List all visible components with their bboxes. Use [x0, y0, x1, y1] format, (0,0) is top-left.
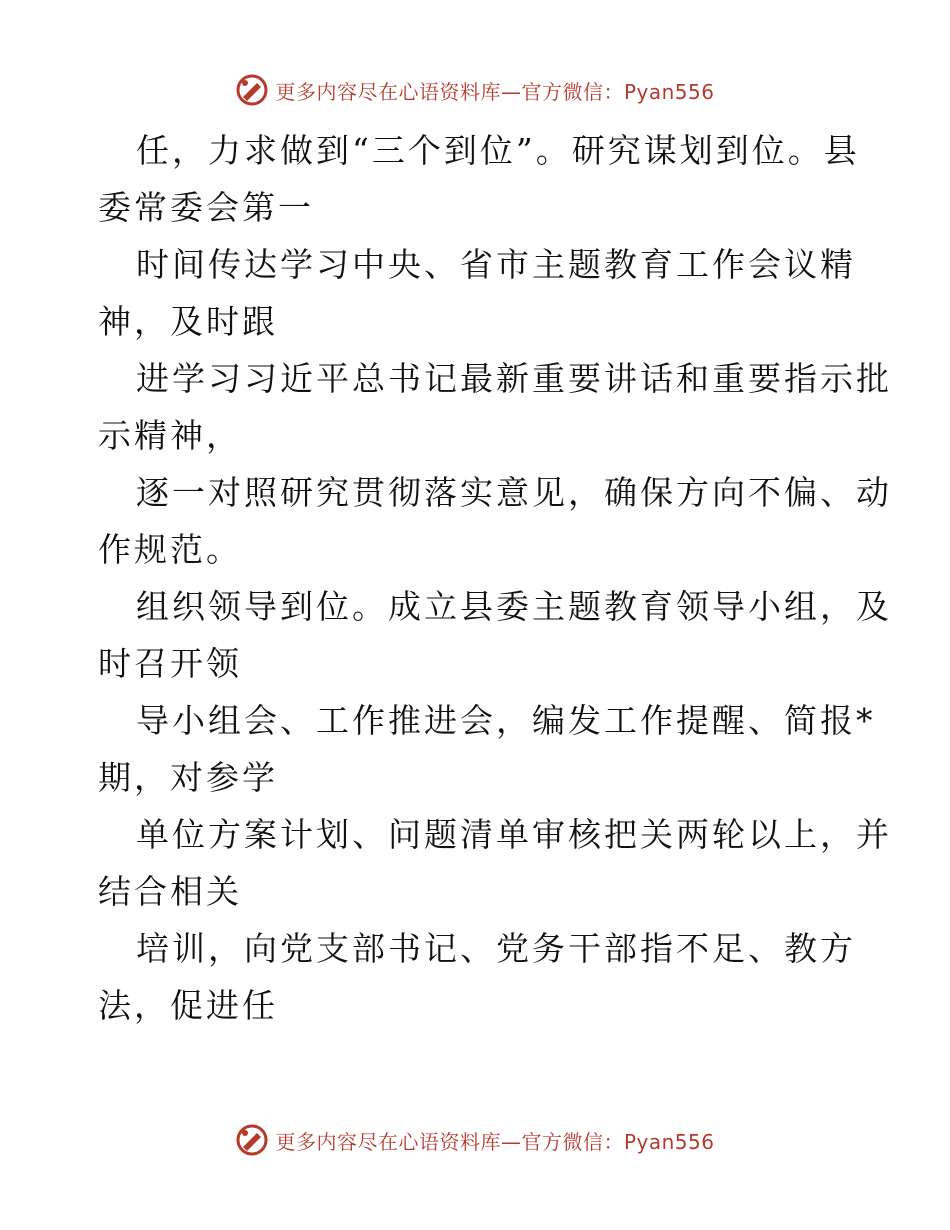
text-line: 作规范。	[98, 530, 242, 569]
text-line: 逐一对照研究贯彻落实意见，确保方向不偏、动	[136, 473, 892, 512]
text-line: 结合相关	[98, 872, 242, 911]
text-line: 任，力求做到“三个到位”。研究谋划到位。县	[136, 131, 860, 170]
document-body	[98, 122, 892, 1034]
text-line: 期，对参学	[98, 758, 278, 797]
pen-seal-icon	[235, 1123, 269, 1157]
header-watermark-text: 更多内容尽在心语资料库—官方微信：Pyan556	[275, 79, 715, 104]
header-watermark	[0, 70, 950, 110]
text-line: 时召开领	[98, 644, 242, 683]
text-line: 神，及时跟	[98, 302, 278, 341]
text-line: 法，促进任	[98, 986, 278, 1025]
pen-seal-icon	[235, 73, 269, 107]
text-line: 示精神，	[98, 416, 242, 455]
text-line: 时间传达学习中央、省市主题教育工作会议精	[136, 245, 856, 284]
text-line: 委常委会第一	[98, 188, 314, 227]
text-line: 单位方案计划、问题清单审核把关两轮以上，并	[136, 815, 892, 854]
footer-watermark	[0, 1120, 950, 1160]
text-line: 导小组会、工作推进会，编发工作提醒、简报*	[136, 701, 876, 740]
text-line: 培训，向党支部书记、党务干部指不足、教方	[136, 929, 856, 968]
text-line: 进学习习近平总书记最新重要讲话和重要指示批	[136, 359, 892, 398]
footer-watermark-text: 更多内容尽在心语资料库—官方微信：Pyan556	[275, 1129, 715, 1154]
text-line: 组织领导到位。成立县委主题教育领导小组，及	[136, 587, 892, 626]
